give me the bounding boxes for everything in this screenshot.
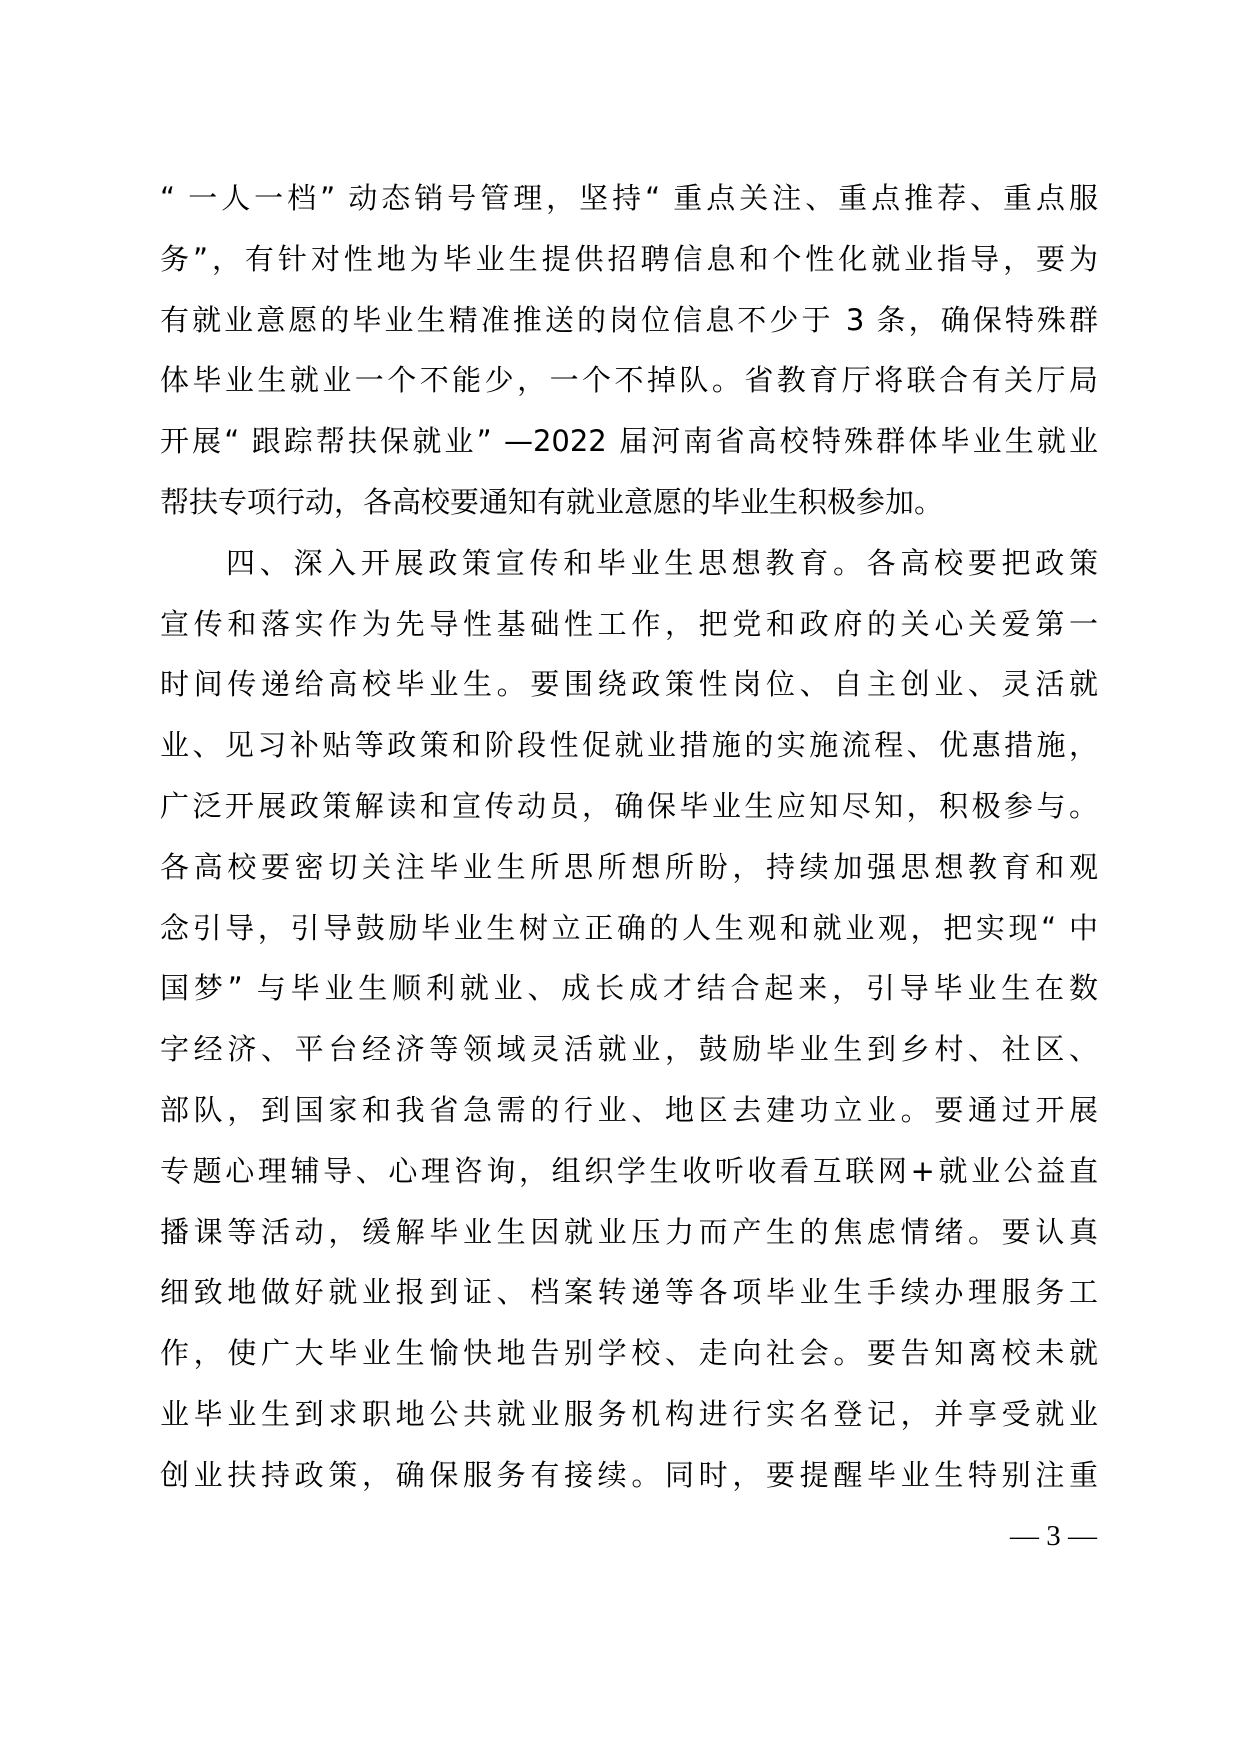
text-line-10: 业、见习补贴等政策和阶段性促就业措施的实施流程、优惠措施， <box>160 728 1098 763</box>
text-line-22: 创业扶持政策，确保服务有接续。同时，要提醒毕业生特别注重 <box>160 1457 1098 1492</box>
text-line-8: 宣传和落实作为先导性基础性工作，把党和政府的关心关爱第一 <box>160 606 1098 641</box>
text-line-21: 业毕业生到求职地公共就业服务机构进行实名登记，并享受就业 <box>160 1396 1098 1431</box>
text-line-7: 四、深入开展政策宣传和毕业生思想教育。各高校要把政策 <box>226 545 1098 580</box>
text-line-3: 有就业意愿的毕业生精准推送的岗位信息不少于 3 条，确保特殊群 <box>160 302 1098 337</box>
body-text <box>160 168 1098 1506</box>
text-line-19: 细致地做好就业报到证、档案转递等各项毕业生手续办理服务工 <box>160 1275 1098 1310</box>
text-line-17: 专题心理辅导、心理咨询，组织学生收听收看互联网+就业公益直 <box>160 1153 1098 1188</box>
text-line-16: 部队，到国家和我省急需的行业、地区去建功立业。要通过开展 <box>160 1092 1098 1127</box>
text-line-18: 播课等活动，缓解毕业生因就业压力而产生的焦虑情绪。要认真 <box>160 1214 1098 1249</box>
text-line-11: 广泛开展政策解读和宣传动员，确保毕业生应知尽知，积极参与。 <box>160 788 1098 823</box>
text-line-9: 时间传递给高校毕业生。要围绕政策性岗位、自主创业、灵活就 <box>160 667 1098 702</box>
text-line-4: 体毕业生就业一个不能少，一个不掉队。省教育厅将联合有关厅局 <box>160 363 1098 398</box>
text-line-12: 各高校要密切关注毕业生所思所想所盼，持续加强思想教育和观 <box>160 849 1098 884</box>
text-line-15: 字经济、平台经济等领域灵活就业，鼓励毕业生到乡村、社区、 <box>160 1032 1098 1067</box>
text-line-2: 务”，有针对性地为毕业生提供招聘信息和个性化就业指导，要为 <box>160 241 1098 276</box>
text-line-14: 国梦” 与毕业生顺利就业、成长成才结合起来，引导毕业生在数 <box>160 971 1098 1006</box>
text-line-13: 念引导，引导鼓励毕业生树立正确的人生观和就业观，把实现“ 中 <box>160 910 1098 945</box>
text-line-20: 作，使广大毕业生愉快地告别学校、走向社会。要告知离校未就 <box>160 1336 1098 1371</box>
text-line-6: 帮扶专项行动，各高校要通知有就业意愿的毕业生积极参加。 <box>160 484 944 519</box>
text-line-1: “ 一人一档” 动态销号管理，坚持“ 重点关注、重点推荐、重点服 <box>160 181 1098 215</box>
text-line-5: 开展“ 跟踪帮扶保就业” —2022 届河南省高校特殊群体毕业生就业 <box>160 424 1098 459</box>
page-number: — 3 — <box>1010 1520 1097 1552</box>
